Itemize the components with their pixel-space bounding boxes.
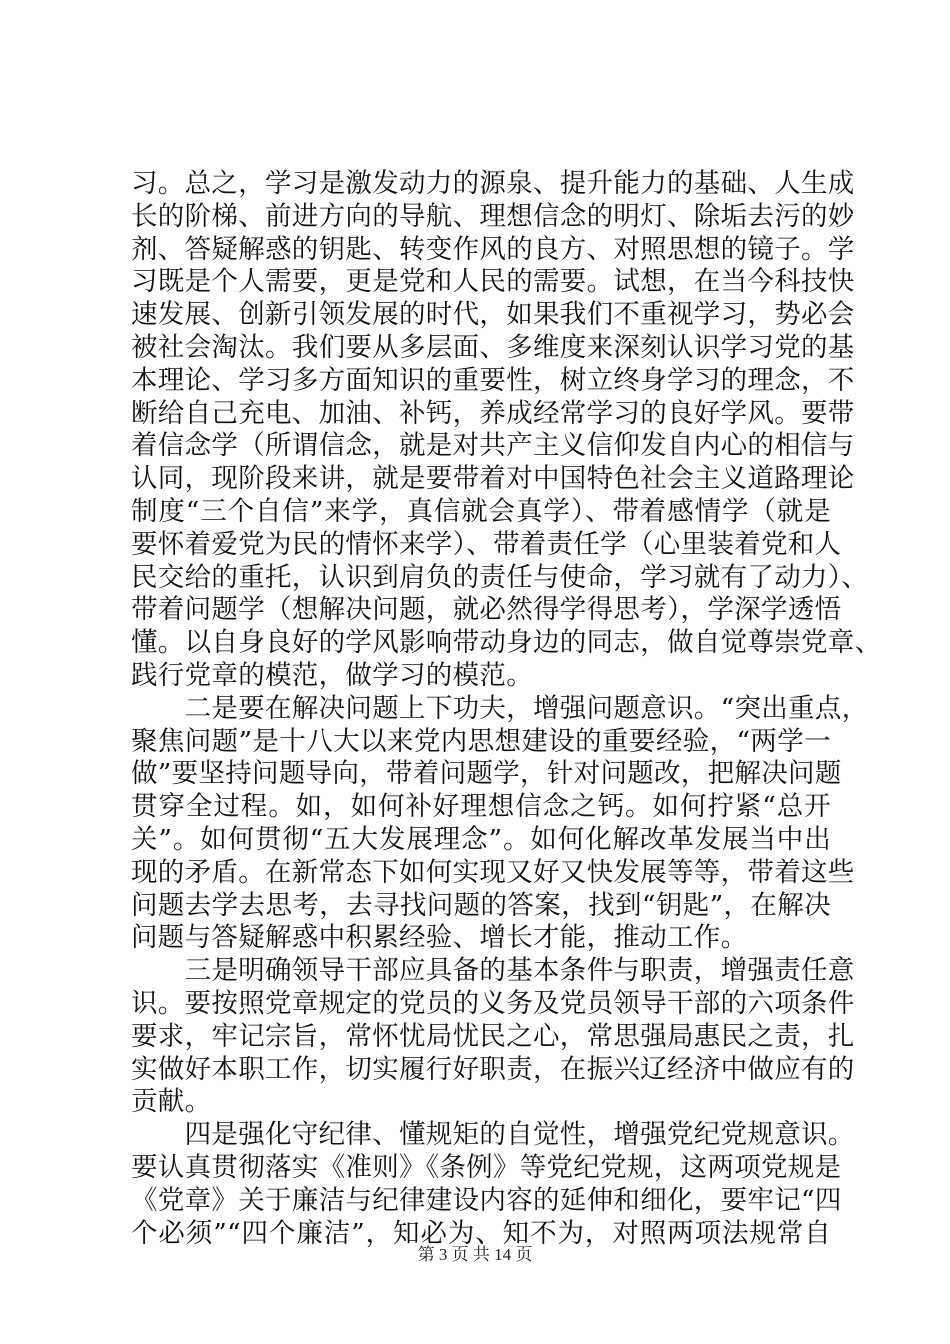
text-line: 习。总之，学习是激发动力的源泉、提升能力的基础、人生成 [131,168,855,199]
text-line: 践行党章的模范，做学习的模范。 [131,659,533,691]
text-line: 制度“三个自信”来学，真信就会真学）、带着感情学（就是 [131,495,831,527]
body-text [131,168,882,1250]
text-line: 被社会淘汰。我们要从多层面、多维度来深刻认识学习党的基 [131,331,855,363]
text-line: 长的阶梯、前进方向的导航、理想信念的明灯、除垢去污的妙 [131,200,855,232]
text-line: 聚焦问题”是十八大以来党内思想建设的重要经验，“两学一 [131,725,831,757]
text-line: 识。要按照党章规定的党员的义务及党员领导干部的六项条件 [131,987,855,1019]
text-line: 问题与答疑解惑中积累经验、增长才能，推动工作。 [131,922,748,954]
text-line: 断给自己充电、加油、补钙，养成经常学习的良好学风。要带 [131,397,855,429]
text-line: 要怀着爱党为民的情怀来学）、带着责任学（心里装着党和人 [131,528,842,560]
text-line: 民交给的重托，认识到肩负的责任与使命，学习就有了动力）、 [131,561,869,593]
text-line: 要认真贯彻落实《准则》《条例》等党纪党规，这两项党规是 [131,1151,842,1183]
text-line: 贡献。 [131,1086,212,1118]
text-line: 要求，牢记宗旨，常怀忧局忧民之心，常思强局惠民之责，扎 [131,1020,855,1052]
text-line: 做”要坚持问题导向，带着问题学，针对问题改，把解决问题 [131,758,842,790]
text-line: 懂。以自身良好的学风影响带动身边的同志，做自觉尊崇党章、 [131,627,882,659]
text-line: 贯穿全过程。如，如何补好理想信念之钙。如何拧紧“总开 [131,791,831,823]
text-line: 问题去学去思考，去寻找问题的答案，找到“钥匙”，在解决 [131,889,831,921]
text-line: 《党章》关于廉洁与纪律建设内容的延伸和细化，要牢记“四 [131,1184,842,1216]
page-footer [0,1240,950,1265]
text-line: 二是要在解决问题上下功夫，增强问题意识。“突出重点， [131,692,869,724]
text-line: 剂、答疑解惑的钥匙、转变作风的良方、对照思想的镜子。学 [131,233,855,265]
text-line: 速发展、创新引领发展的时代，如果我们不重视学习，势必会 [131,299,855,331]
text-line: 个必须”“四个廉洁”，知必为、知不为，对照两项法规常自 [131,1217,831,1249]
text-line: 四是强化守纪律、懂规矩的自觉性，增强党纪党规意识。 [131,1119,855,1151]
text-line: 着信念学（所谓信念，就是对共产主义信仰发自内心的相信与 [131,430,855,462]
text-line: 习既是个人需要，更是党和人民的需要。试想，在当今科技快 [131,266,855,298]
text-line: 实做好本职工作，切实履行好职责，在振兴辽经济中做应有的 [131,1053,855,1085]
text-line: 关”。如何贯彻“五大发展理念”。如何化解改革发展当中出 [131,823,831,855]
text-line: 三是明确领导干部应具备的基本条件与职责，增强责任意 [131,955,855,987]
text-line: 带着问题学（想解决问题，就必然得学得思考），学深学透悟 [131,594,842,626]
page-number: 第 3 页 共 14 页 [417,1245,533,1264]
text-line: 本理论、学习多方面知识的重要性，树立终身学习的理念，不 [131,364,855,396]
text-line: 现的矛盾。在新常态下如何实现又好又快发展等等，带着这些 [131,856,855,888]
text-line: 认同，现阶段来讲，就是要带着对中国特色社会主义道路理论 [131,463,855,495]
